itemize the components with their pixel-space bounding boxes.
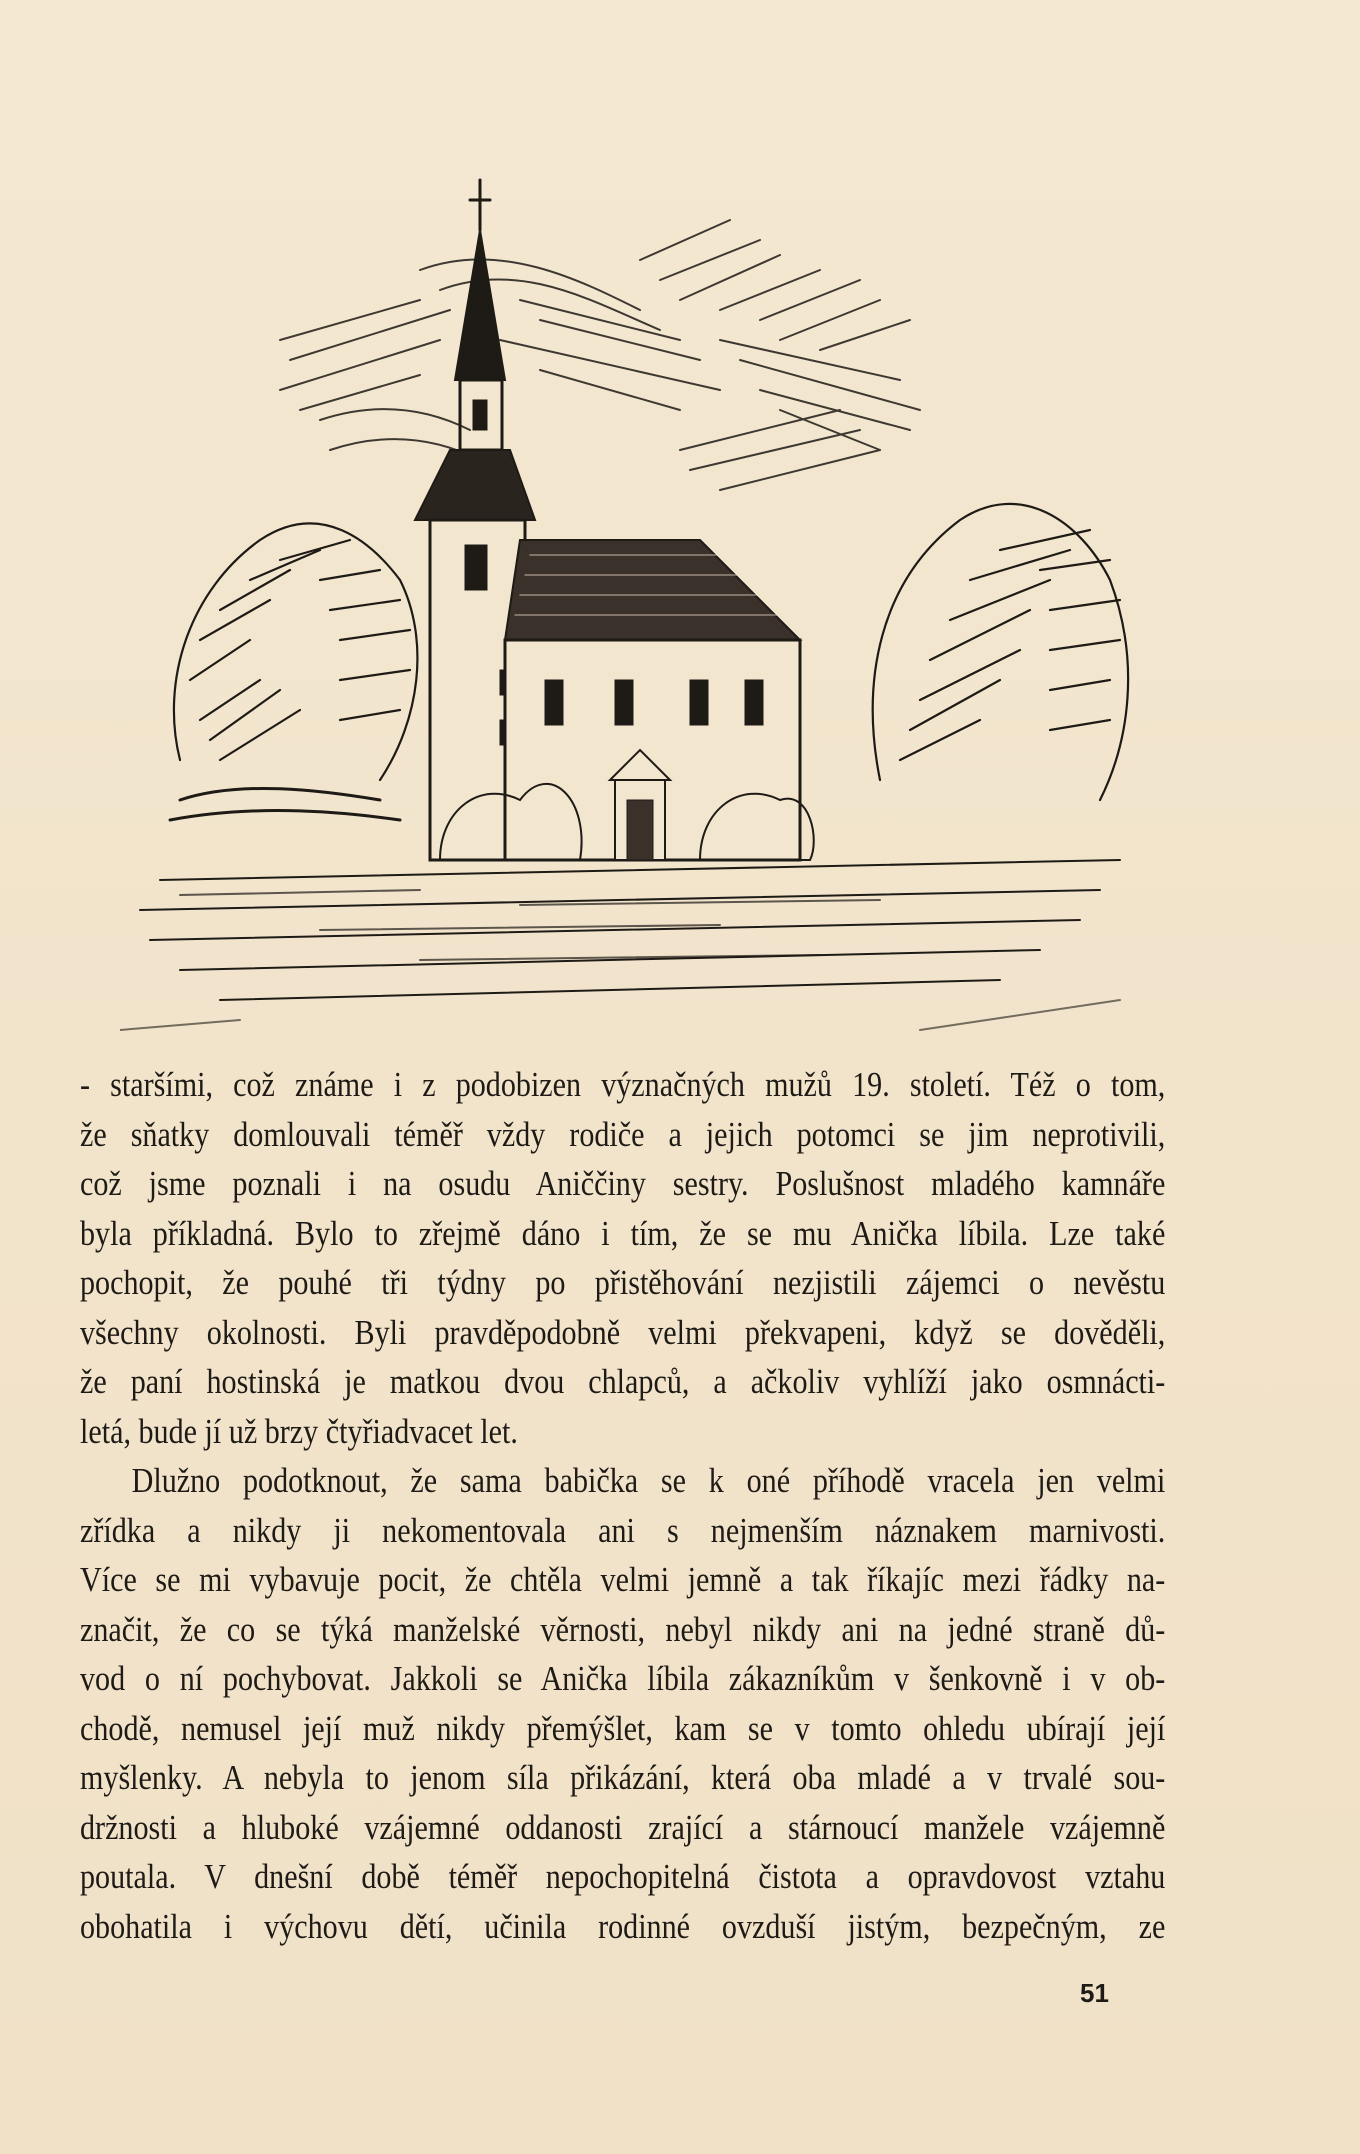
text-line: pochopit, že pouhé tři týdny po přistěhování nezjistili zájemci o nevěstu <box>80 1263 1166 1302</box>
text-line: že paní hostinská je matkou dvou chlapců, a ačkoliv vyhlíží jako osmnácti- <box>80 1362 1166 1401</box>
text-line: chodě, nemusel její muž nikdy přemýšlet, kam se v tomto ohledu ubírají její <box>80 1708 1166 1748</box>
page-number: 51 <box>1080 1978 1109 2008</box>
text-line: byla příkladná. Bylo to zřejmě dáno i tím, že se mu Anička líbila. Lze také <box>80 1213 1166 1253</box>
paragraph-2 <box>80 1456 1165 1951</box>
text-line: držnosti a hluboké vzájemné oddanosti zrající a stárnoucí manžele vzájemně <box>80 1807 1166 1847</box>
text-line: obohatila i výchovu dětí, učinila rodinné ovzduší jistým, bezpečným, ze <box>80 1906 1166 1946</box>
text-line: což jsme poznali i na osudu Aniččiny sestry. Poslušnost mladého kamnáře <box>80 1164 1166 1203</box>
text-line: značit, že co se týká manželské věrnosti, nebyl nikdy ani na jedné straně dů- <box>80 1609 1166 1649</box>
text-line: že sňatky domlouvali téměř vždy rodiče a jejich potomci se jim neprotivili, <box>80 1114 1166 1154</box>
paragraph-1 <box>80 1060 1165 1456</box>
text-line: letá, bude jí už brzy čtyřiadvacet let. <box>80 1411 518 1451</box>
text-line: myšlenky. A nebyla to jenom síla přikázání, která oba mladé a v trvalé sou- <box>80 1758 1166 1797</box>
text-line: poutala. V dnešní době téměř nepochopitelná čistota a opravdovost vztahu <box>80 1857 1166 1896</box>
text-line: vod o ní pochybovat. Jakkoli se Anička líbila zákazníkům v šenkovně i v ob- <box>80 1659 1166 1698</box>
text-line: - staršími, což známe i z podobizen význačných mužů 19. století. Též o tom, <box>80 1065 1166 1104</box>
text-line: všechny okolnosti. Byli pravděpodobně velmi překvapeni, když se dověděli, <box>80 1312 1166 1352</box>
body-text <box>80 1060 1165 1951</box>
text-line: Dlužno podotknout, že sama babička se k oné příhodě vracela jen velmi <box>131 1461 1166 1500</box>
church-illustration <box>120 160 1180 1040</box>
text-line: Více se mi vybavuje pocit, že chtěla velmi jemně a tak říkajíc mezi řádky na- <box>80 1560 1166 1599</box>
text-line: zřídka a nikdy ji nekomentovala ani s nejmenším náznakem marnivosti. <box>80 1510 1166 1550</box>
